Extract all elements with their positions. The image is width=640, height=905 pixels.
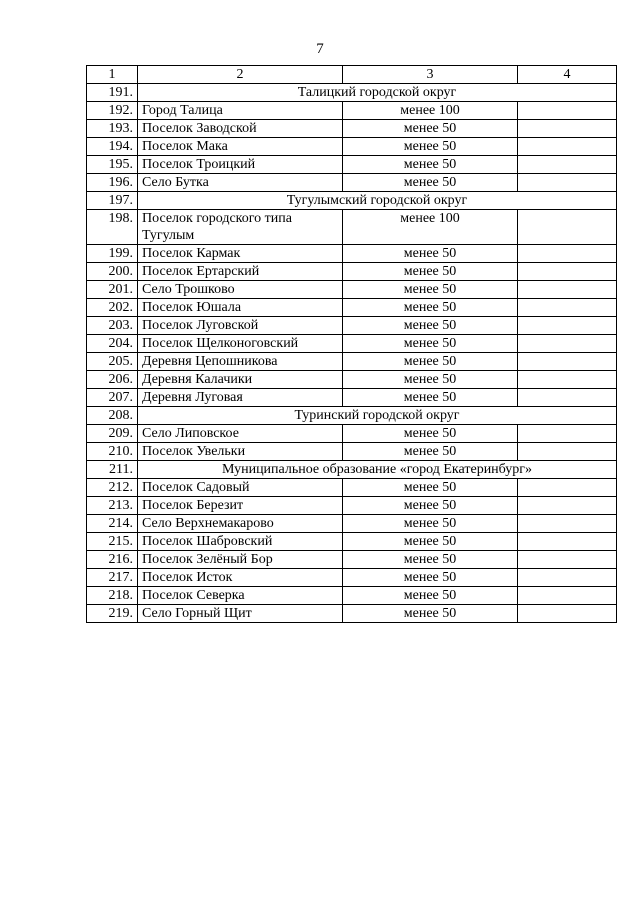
column-4-cell: [518, 138, 617, 156]
column-4-cell: [518, 174, 617, 192]
settlement-name: Поселок Мака: [138, 138, 343, 156]
table-body: [87, 84, 617, 623]
population-value: менее 50: [343, 479, 518, 497]
table-row: [87, 443, 617, 461]
column-4-cell: [518, 353, 617, 371]
section-title: Муниципальное образование «город Екатеринбург»: [138, 461, 617, 479]
row-number: 194.: [87, 138, 138, 156]
table-row: [87, 120, 617, 138]
table-row: [87, 317, 617, 335]
page-number: 7: [316, 41, 324, 57]
settlement-name: Село Бутка: [138, 174, 343, 192]
settlement-name: Поселок Заводской: [138, 120, 343, 138]
settlement-name: Село Верхнемакарово: [138, 515, 343, 533]
section-title: Тугулымский городской округ: [138, 192, 617, 210]
population-value: менее 50: [343, 605, 518, 623]
population-value: менее 50: [343, 245, 518, 263]
population-value: менее 50: [343, 317, 518, 335]
column-4-cell: [518, 120, 617, 138]
population-value: менее 50: [343, 569, 518, 587]
row-number: 217.: [87, 569, 138, 587]
settlement-name: Поселок Щелконоговский: [138, 335, 343, 353]
settlement-name: Село Трошково: [138, 281, 343, 299]
column-4-cell: [518, 281, 617, 299]
row-number: 209.: [87, 425, 138, 443]
population-value: менее 50: [343, 335, 518, 353]
column-4-cell: [518, 497, 617, 515]
table-row: [87, 174, 617, 192]
column-4-cell: [518, 210, 617, 245]
row-number: 216.: [87, 551, 138, 569]
settlement-name: Поселок Северка: [138, 587, 343, 605]
population-value: менее 50: [343, 353, 518, 371]
population-value: менее 50: [343, 120, 518, 138]
population-value: менее 50: [343, 551, 518, 569]
population-value: менее 50: [343, 371, 518, 389]
column-4-cell: [518, 569, 617, 587]
population-value: менее 50: [343, 263, 518, 281]
population-value: менее 50: [343, 138, 518, 156]
settlement-name: Село Горный Щит: [138, 605, 343, 623]
settlement-name: Поселок Шабровский: [138, 533, 343, 551]
settlement-name: Город Талица: [138, 102, 343, 120]
settlement-name: Деревня Калачики: [138, 371, 343, 389]
row-number: 212.: [87, 479, 138, 497]
table-row: [87, 102, 617, 120]
population-value: менее 50: [343, 174, 518, 192]
table-row: [87, 425, 617, 443]
settlement-name: Деревня Луговая: [138, 389, 343, 407]
settlement-name: Поселок Ертарский: [138, 263, 343, 281]
table-row: [87, 569, 617, 587]
column-4-cell: [518, 587, 617, 605]
column-4-cell: [518, 443, 617, 461]
population-value: менее 50: [343, 443, 518, 461]
row-number: 203.: [87, 317, 138, 335]
table-row: [87, 281, 617, 299]
column-header-2: 2: [138, 66, 343, 84]
population-value: менее 50: [343, 497, 518, 515]
population-value: менее 50: [343, 389, 518, 407]
settlement-name: Поселок Увельки: [138, 443, 343, 461]
table-row: [87, 138, 617, 156]
settlements-table: [86, 65, 617, 623]
settlement-name: Село Липовское: [138, 425, 343, 443]
table-row: [87, 245, 617, 263]
column-header-4: 4: [518, 66, 617, 84]
population-value: менее 50: [343, 281, 518, 299]
table-row: [87, 533, 617, 551]
column-4-cell: [518, 245, 617, 263]
row-number: 199.: [87, 245, 138, 263]
row-number: 215.: [87, 533, 138, 551]
column-4-cell: [518, 425, 617, 443]
settlement-name: Поселок городского типа Тугулым: [138, 210, 343, 245]
section-title: Талицкий городской округ: [138, 84, 617, 102]
row-number: 214.: [87, 515, 138, 533]
row-number: 211.: [87, 461, 138, 479]
settlement-name: Поселок Луговской: [138, 317, 343, 335]
row-number: 207.: [87, 389, 138, 407]
column-4-cell: [518, 317, 617, 335]
population-value: менее 100: [343, 102, 518, 120]
population-value: менее 100: [343, 210, 518, 245]
table-row: [87, 263, 617, 281]
section-row: [87, 461, 617, 479]
row-number: 218.: [87, 587, 138, 605]
table-row: [87, 156, 617, 174]
table-row: [87, 299, 617, 317]
table-row: [87, 389, 617, 407]
column-4-cell: [518, 371, 617, 389]
table-row: [87, 587, 617, 605]
row-number: 196.: [87, 174, 138, 192]
table-row: [87, 515, 617, 533]
row-number: 205.: [87, 353, 138, 371]
row-number: 210.: [87, 443, 138, 461]
column-4-cell: [518, 479, 617, 497]
table-row: [87, 371, 617, 389]
table-row: [87, 605, 617, 623]
column-4-cell: [518, 263, 617, 281]
section-row: [87, 84, 617, 102]
table-row: [87, 551, 617, 569]
row-number: 197.: [87, 192, 138, 210]
section-row: [87, 407, 617, 425]
column-4-cell: [518, 551, 617, 569]
row-number: 208.: [87, 407, 138, 425]
table-row: [87, 210, 617, 245]
column-4-cell: [518, 515, 617, 533]
population-value: менее 50: [343, 515, 518, 533]
row-number: 206.: [87, 371, 138, 389]
row-number: 213.: [87, 497, 138, 515]
row-number: 219.: [87, 605, 138, 623]
column-4-cell: [518, 156, 617, 174]
table-row: [87, 497, 617, 515]
table-header-row: [87, 66, 617, 84]
row-number: 201.: [87, 281, 138, 299]
settlement-name: Поселок Юшала: [138, 299, 343, 317]
row-number: 195.: [87, 156, 138, 174]
population-value: менее 50: [343, 587, 518, 605]
row-number: 200.: [87, 263, 138, 281]
table-row: [87, 353, 617, 371]
column-4-cell: [518, 102, 617, 120]
settlement-name: Поселок Исток: [138, 569, 343, 587]
settlement-name: Поселок Троицкий: [138, 156, 343, 174]
row-number: 193.: [87, 120, 138, 138]
section-title: Туринский городской округ: [138, 407, 617, 425]
row-number: 191.: [87, 84, 138, 102]
column-header-3: 3: [343, 66, 518, 84]
column-4-cell: [518, 335, 617, 353]
settlement-name: Поселок Зелёный Бор: [138, 551, 343, 569]
column-4-cell: [518, 299, 617, 317]
row-number: 198.: [87, 210, 138, 245]
settlement-name: Поселок Кармак: [138, 245, 343, 263]
population-value: менее 50: [343, 533, 518, 551]
population-value: менее 50: [343, 425, 518, 443]
column-4-cell: [518, 389, 617, 407]
row-number: 192.: [87, 102, 138, 120]
table-row: [87, 335, 617, 353]
column-header-1: 1: [87, 66, 138, 84]
population-value: менее 50: [343, 156, 518, 174]
settlement-name: Деревня Цепошникова: [138, 353, 343, 371]
section-row: [87, 192, 617, 210]
column-4-cell: [518, 605, 617, 623]
population-value: менее 50: [343, 299, 518, 317]
row-number: 202.: [87, 299, 138, 317]
table-row: [87, 479, 617, 497]
settlement-name: Поселок Садовый: [138, 479, 343, 497]
settlement-name: Поселок Березит: [138, 497, 343, 515]
column-4-cell: [518, 533, 617, 551]
row-number: 204.: [87, 335, 138, 353]
